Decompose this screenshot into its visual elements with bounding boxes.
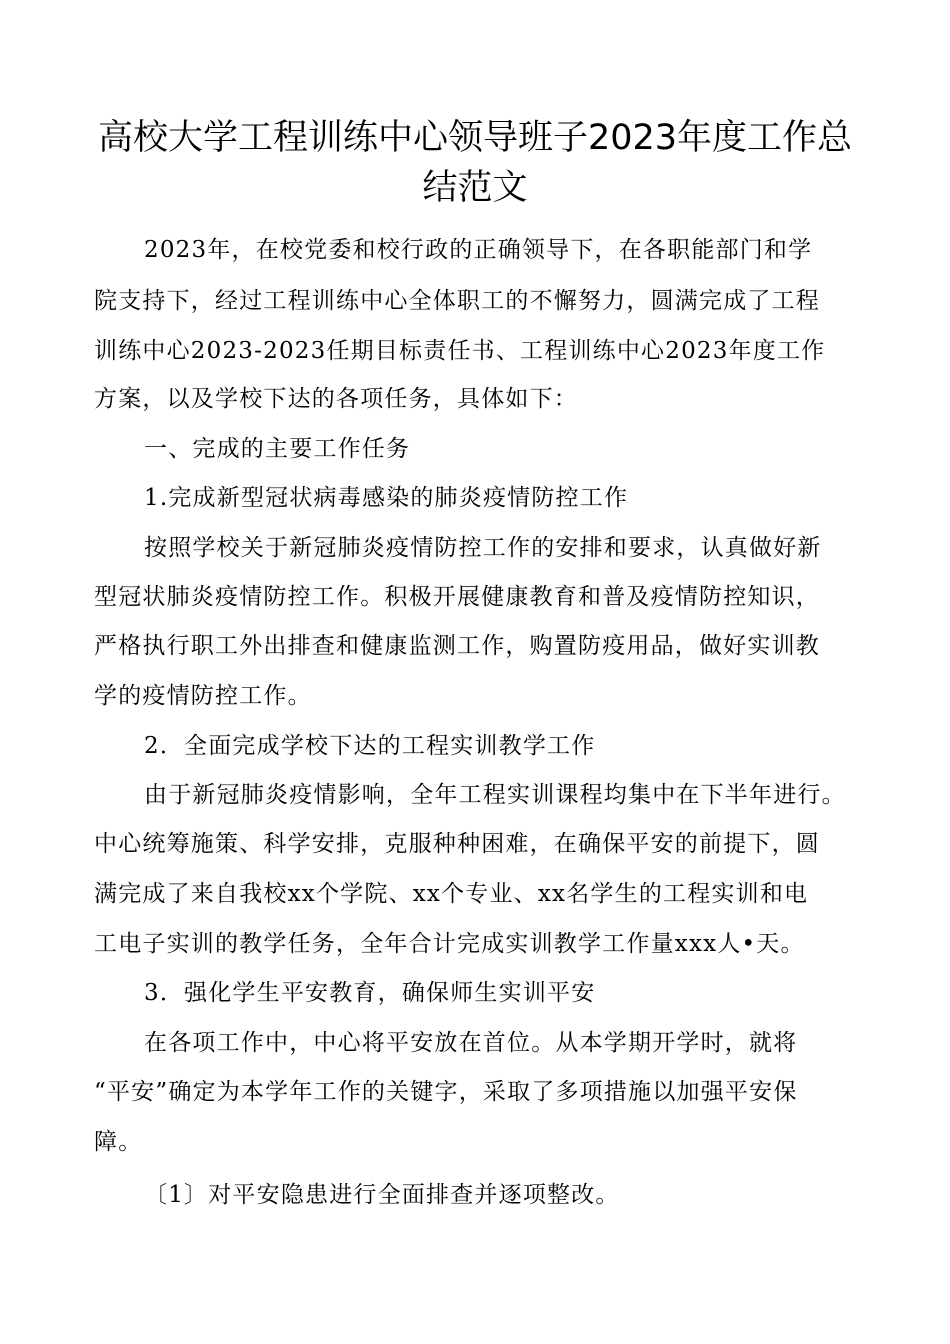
intro-line-4: 方案，以及学校下达的各项任务，具体如下： [94,386,578,412]
item-3-sub-1: 〔1〕对平安隐患进行全面排查并逐项整改。 [144,1182,620,1208]
item-3-title: 3．强化学生平安教育，确保师生实训平安 [144,980,596,1006]
intro-line-1: 2023年，在校党委和校行政的正确领导下，在各职能部门和学 [144,237,813,263]
intro-line-2: 院支持下，经过工程训练中心全体职工的不懈努力，圆满完成了工程 [94,288,820,314]
item-1-title: 1.完成新型冠状病毒感染的肺炎疫情防控工作 [144,485,629,511]
item-2-title: 2．全面完成学校下达的工程实训教学工作 [144,733,596,759]
item-1-body-line-4: 学的疫情防控工作。 [94,683,312,709]
document-title-line-2: 结范文 [422,168,528,208]
item-1-body-line-3: 严格执行职工外出排查和健康监测工作，购置防疫用品，做好实训教 [94,633,820,659]
item-3-body-line-1: 在各项工作中，中心将平安放在首位。从本学期开学时，就将 [144,1030,798,1056]
document-title-line-1: 高校大学工程训练中心领导班子2023年度工作总 [97,118,853,158]
intro-line-3: 训练中心2023-2023任期目标责任书、工程训练中心2023年度工作 [94,338,826,364]
item-1-body-line-2: 型冠状肺炎疫情防控工作。积极开展健康教育和普及疫情防控知识， [94,584,820,610]
item-2-body-line-3: 满完成了来自我校xx个学院、xx个专业、xx名学生的工程实训和电 [94,881,809,907]
item-3-body-line-3: 障。 [94,1129,143,1155]
item-3-body-line-2: “平安”确定为本学年工作的关键字，采取了多项措施以加强平安保 [94,1079,798,1105]
item-2-body-line-4: 工电子实训的教学任务，全年合计完成实训教学工作量xxx人•天。 [94,931,805,957]
item-1-body-line-1: 按照学校关于新冠肺炎疫情防控工作的安排和要求，认真做好新 [144,535,822,561]
item-2-body-line-1: 由于新冠肺炎疫情影响，全年工程实训课程均集中在下半年进行。 [144,782,846,808]
section-heading-1: 一、完成的主要工作任务 [144,436,411,462]
item-2-body-line-2: 中心统筹施策、科学安排，克服种种困难，在确保平安的前提下，圆 [94,831,820,857]
